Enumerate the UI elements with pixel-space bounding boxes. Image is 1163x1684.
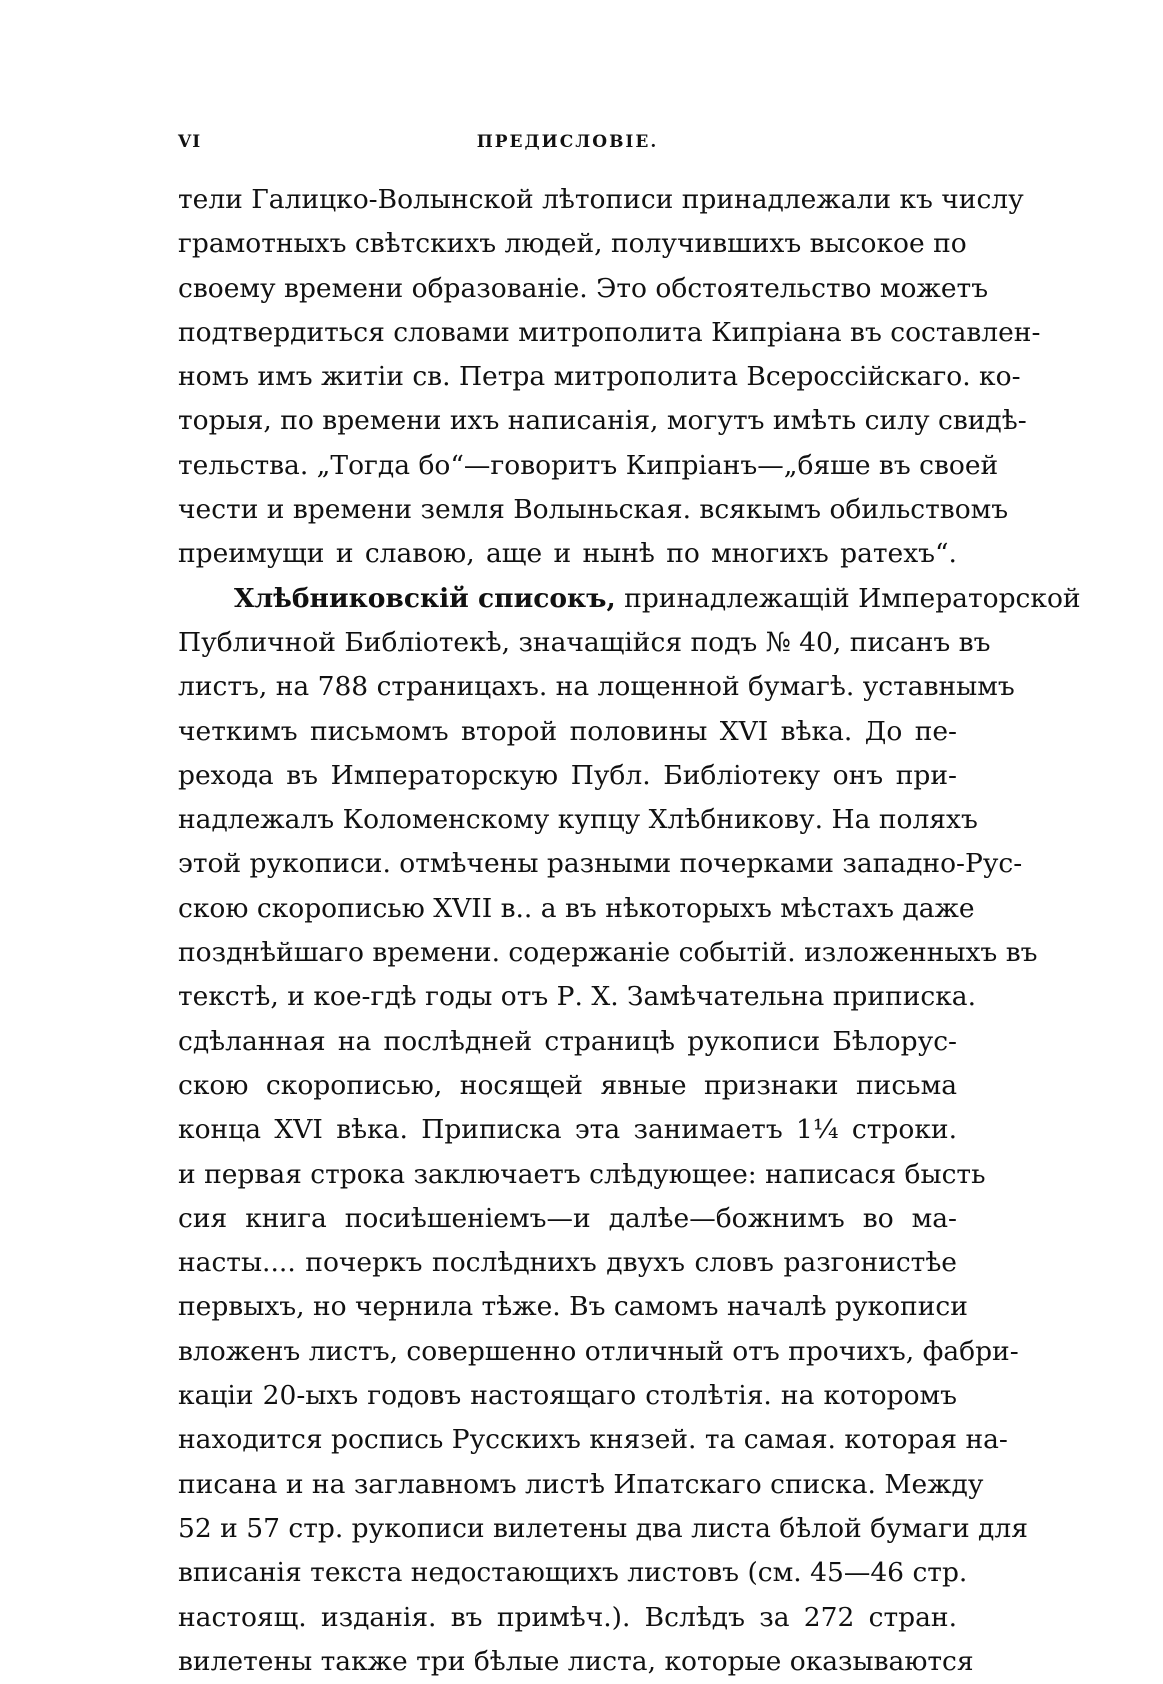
text-line: и первая строка заключаетъ слѣдующее: написася бысть bbox=[178, 1158, 986, 1190]
text-line: насты.... почеркъ послѣднихъ двухъ словъ разгонистѣе bbox=[178, 1247, 957, 1279]
text-line: тели Галицко-Волынской лѣтописи принадлежали къ числу bbox=[178, 184, 1024, 215]
page-header bbox=[178, 132, 957, 160]
text-line: находится роспись Русскихъ князей. та самая. которая на- bbox=[178, 1424, 1008, 1456]
text-line: чести и времени земля Волыньская. всякымъ обильствомъ bbox=[178, 494, 1009, 526]
text-line: тельства. „Тогда бо“—говоритъ Кипріанъ—„бяше въ своей bbox=[178, 449, 999, 481]
page-number: VI bbox=[178, 132, 202, 152]
text-line: писана и на заглавномъ листѣ Ипатскаго списка. Между bbox=[178, 1468, 984, 1500]
paragraph-1 bbox=[178, 178, 1041, 577]
text-line: преимущи и славою, аще и нынѣ по многихъ ратехъ“. bbox=[178, 538, 957, 570]
text-line: листъ, на 788 страницахъ. на лощенной бумагѣ. уставнымъ bbox=[178, 671, 1015, 703]
text-line: надлежалъ Коломенскому купцу Хлѣбникову. На поляхъ bbox=[178, 804, 978, 836]
text-line: номъ имъ житіи св. Петра митрополита Всероссійскаго. ко- bbox=[178, 361, 1021, 393]
text-line: Публичной Библіотекѣ, значащійся подъ № 40, писанъ въ bbox=[178, 626, 991, 658]
text-line: сия книга посиѣшеніемъ—и далѣе—божнимъ во ма- bbox=[178, 1202, 957, 1234]
text-line: вилетены также три бѣлые листа, которые оказываются bbox=[178, 1645, 974, 1677]
running-title: ПРЕДИСЛОВІЕ. bbox=[476, 132, 659, 152]
text-line: торыя, по времени ихъ написанія, могутъ имѣть силу свидѣ- bbox=[178, 405, 1027, 437]
paragraph-2 bbox=[178, 577, 1081, 1684]
text-line-first bbox=[178, 577, 1081, 621]
text-line: рехода въ Императорскую Публ. Библіотеку онъ при- bbox=[178, 759, 957, 791]
text-line: позднѣйшаго времени. содержаніе событій. изложенныхъ въ bbox=[178, 937, 1038, 969]
manuscript-name: Хлѣбниковскій списокъ, bbox=[234, 582, 616, 614]
text-line: грамотныхъ свѣтскихъ людей, получившихъ высокое по bbox=[178, 228, 967, 260]
text-line: текстѣ, и кое-гдѣ годы отъ Р. Х. Замѣчательна приписка. bbox=[178, 981, 976, 1013]
text-line: этой рукописи. отмѣчены разными почерками западно-Рус- bbox=[178, 848, 1023, 880]
text-line: скою скорописью XVII в.. а въ нѣкоторыхъ мѣстахъ даже bbox=[178, 892, 975, 924]
text-line: своему времени образованіе. Это обстоятельство можетъ bbox=[178, 272, 989, 304]
text-line: первыхъ, но чернила тѣже. Въ самомъ началѣ рукописи bbox=[178, 1291, 968, 1323]
text-line: вложенъ листъ, совершенно отличный отъ прочихъ, фабри- bbox=[178, 1335, 1019, 1367]
text-line: сдѣланная на послѣдней страницѣ рукописи Бѣлорус- bbox=[178, 1025, 957, 1057]
text-line: каціи 20-ыхъ годовъ настоящаго столѣтія. на которомъ bbox=[178, 1380, 957, 1412]
text-line: вписанія текста недостающихъ листовъ (см. 45—46 стр. bbox=[178, 1557, 968, 1589]
text-line: подтвердиться словами митрополита Кипріана въ составлен- bbox=[178, 316, 1041, 348]
body-text bbox=[178, 178, 1081, 1684]
text-line: четкимъ письмомъ второй половины XVI вѣка. До пе- bbox=[178, 715, 957, 747]
text-line: конца XVI вѣка. Приписка эта занимаетъ 1¼ строки. bbox=[178, 1114, 957, 1146]
text-line: скою скорописью, носящей явные признаки письма bbox=[178, 1069, 957, 1101]
text-line: 52 и 57 стр. рукописи вилетены два листа бѣлой бумаги для bbox=[178, 1512, 1028, 1544]
text-line-rest: принадлежащій Императорской bbox=[615, 582, 1081, 614]
text-line: настоящ. изданія. въ примѣч.). Вслѣдъ за 272 стран. bbox=[178, 1601, 957, 1633]
